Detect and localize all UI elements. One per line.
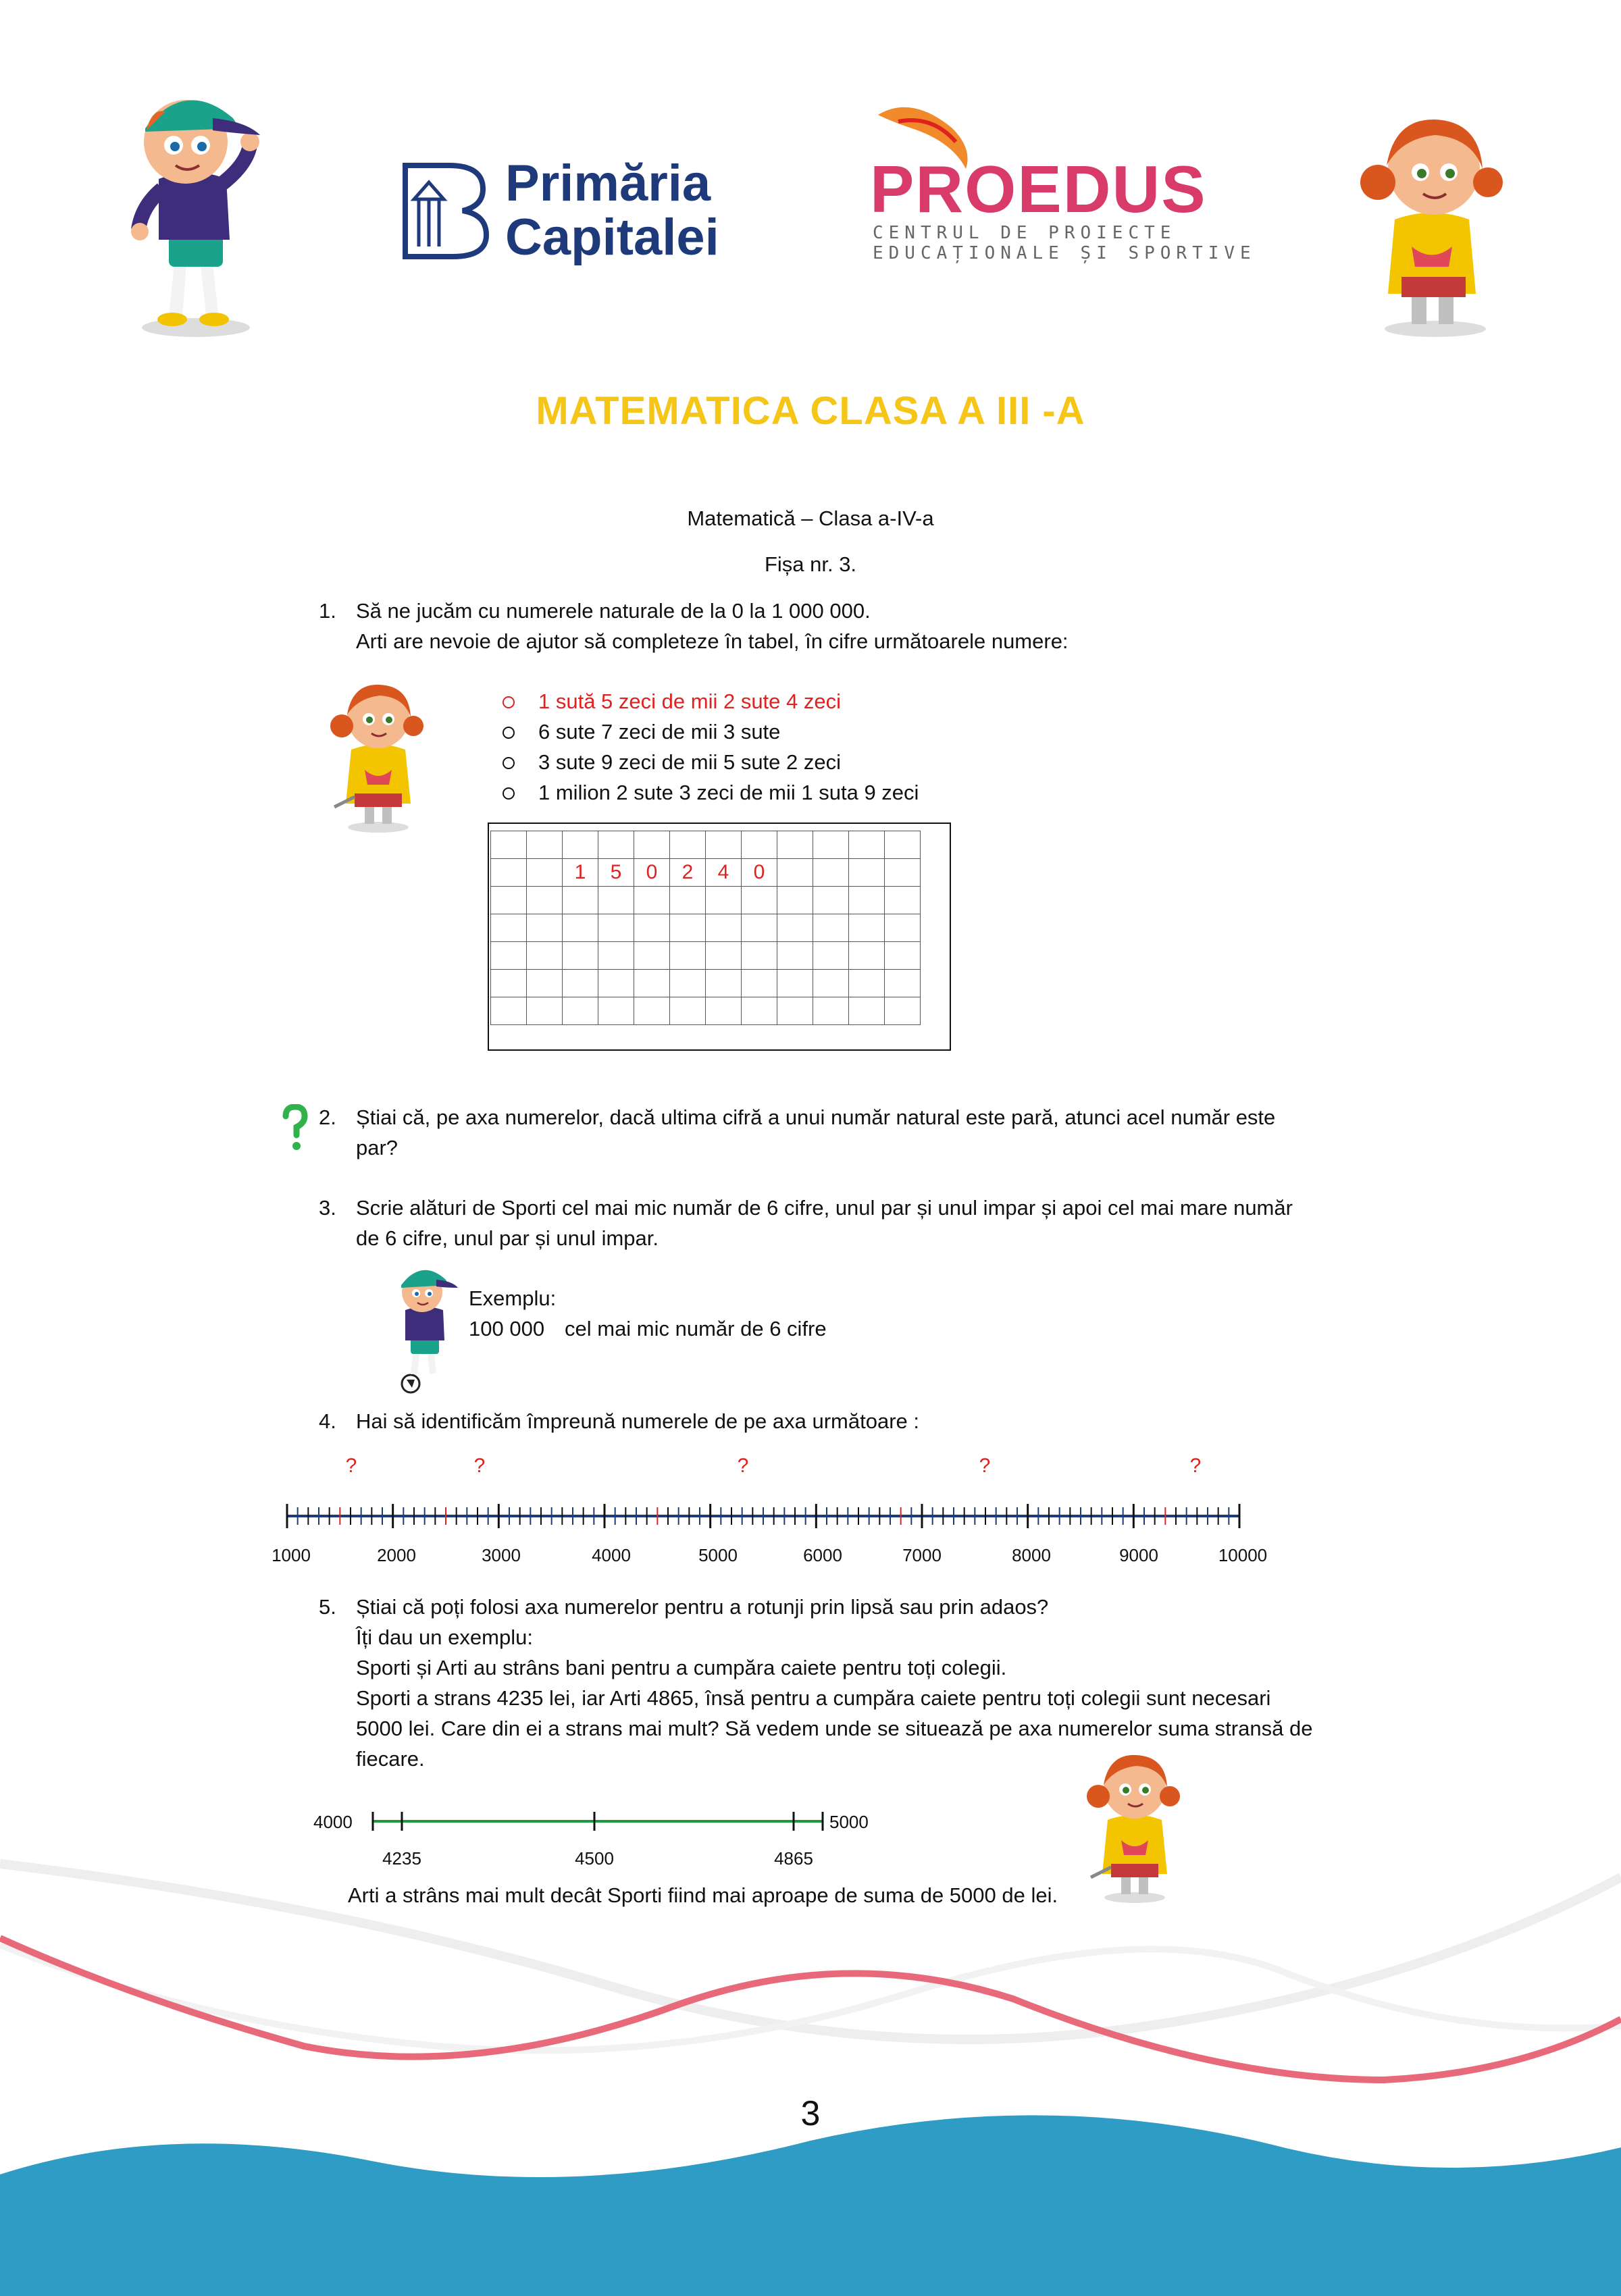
grid-cell[interactable] — [598, 887, 634, 914]
exercise-5-line-1: Știai că poți folosi axa numerelor pentru a rotunji prin lipsă sau prin adaos? — [356, 1595, 1049, 1619]
footer-waves — [0, 1823, 1621, 2296]
exercise-1-item-2: 6 sute 7 zeci de mii 3 sute — [538, 720, 781, 743]
grid-cell[interactable] — [706, 970, 742, 997]
grid-cell[interactable] — [885, 887, 921, 914]
exercise-3-number: 3. — [319, 1196, 336, 1220]
axis-2-end-label: 5000 — [829, 1812, 869, 1832]
exercise-1-line-1: Să ne jucăm cu numerele naturale de la 0 la 1 000 000. — [356, 599, 871, 623]
grid-cell[interactable]: 1 — [563, 859, 598, 887]
grid-cell[interactable] — [742, 970, 777, 997]
grid-cell[interactable] — [813, 970, 849, 997]
grid-cell[interactable] — [885, 997, 921, 1025]
question-mark-icon — [280, 1104, 309, 1151]
exercise-1-number: 1. — [319, 599, 336, 623]
exercise-1-item-1: 1 sută 5 zeci de mii 2 sute 4 zeci — [538, 689, 842, 713]
grid-cell[interactable] — [813, 942, 849, 970]
grid-cell[interactable] — [670, 970, 706, 997]
grid-cell[interactable]: 2 — [670, 859, 706, 887]
grid-cell[interactable] — [491, 859, 527, 887]
grid-cell[interactable] — [742, 914, 777, 942]
grid-cell[interactable] — [563, 942, 598, 970]
sporti-cartoon-icon — [385, 1259, 459, 1394]
grid-cell[interactable] — [491, 997, 527, 1025]
grid-cell[interactable] — [598, 997, 634, 1025]
subtitle: Matematică – Clasa a-IV-a — [687, 506, 934, 530]
grid-cell[interactable] — [885, 859, 921, 887]
grid-cell[interactable] — [491, 970, 527, 997]
axis-1-label: 4000 — [592, 1545, 631, 1565]
grid-cell[interactable] — [777, 831, 813, 859]
example-value: 100 000 — [469, 1317, 545, 1340]
axis-1-label: 6000 — [803, 1545, 842, 1565]
grid-cell[interactable] — [598, 970, 634, 997]
grid-cell[interactable] — [491, 831, 527, 859]
grid-cell[interactable] — [706, 942, 742, 970]
primaria-logo-text: Primăria Capitalei — [505, 155, 719, 266]
grid-cell[interactable] — [742, 997, 777, 1025]
grid-row — [491, 942, 921, 970]
exercise-5-conclusion: Arti a strâns mai mult decât Sporti fiind mai aproape de suma de 5000 de lei. — [348, 1883, 1058, 1907]
grid-cell[interactable] — [849, 887, 885, 914]
axis-1-question-1: ? — [345, 1455, 357, 1477]
proedus-logo-tagline: CENTRUL DE PROIECTE EDUCAȚIONALE ȘI SPORTIVE — [873, 223, 1256, 263]
grid-row — [491, 914, 921, 942]
axis-2-start-label: 4000 — [313, 1812, 353, 1832]
exercise-2-line-2: par? — [356, 1136, 398, 1159]
grid-cell[interactable] — [849, 831, 885, 859]
grid-cell[interactable] — [706, 887, 742, 914]
grid-cell[interactable] — [670, 997, 706, 1025]
grid-cell[interactable] — [634, 914, 670, 942]
grid-cell[interactable] — [670, 831, 706, 859]
grid-row — [491, 997, 921, 1025]
grid-cell[interactable] — [491, 887, 527, 914]
grid-cell[interactable] — [670, 887, 706, 914]
grid-cell[interactable] — [742, 831, 777, 859]
grid-cell[interactable] — [885, 970, 921, 997]
grid-cell[interactable] — [527, 970, 563, 997]
grid-cell[interactable]: 4 — [706, 859, 742, 887]
example-label: Exemplu: — [469, 1286, 557, 1310]
exercise-2-number: 2. — [319, 1105, 336, 1129]
grid-cell[interactable] — [563, 970, 598, 997]
grid-cell[interactable] — [777, 914, 813, 942]
axis-2-mark-1: 4235 — [382, 1848, 421, 1869]
bullet-2 — [503, 727, 515, 739]
sheet-number: Fișa nr. 3. — [764, 552, 857, 576]
grid-cell[interactable] — [706, 914, 742, 942]
grid-row — [491, 887, 921, 914]
grid-cell[interactable] — [813, 914, 849, 942]
exercise-5-line-3: Sporti și Arti au strâns bani pentru a cumpăra caiete pentru toți colegii. — [356, 1656, 1007, 1679]
grid-cell[interactable] — [634, 831, 670, 859]
grid-cell[interactable] — [634, 887, 670, 914]
bullet-3 — [503, 757, 515, 769]
page-title: MATEMATICA CLASA A III -A — [536, 389, 1085, 433]
axis-1-question-5: ? — [1189, 1455, 1202, 1477]
exercise-5-number: 5. — [319, 1595, 336, 1619]
axis-1-label: 8000 — [1012, 1545, 1051, 1565]
exercise-5-line-2: Îți dau un exemplu: — [356, 1625, 533, 1649]
grid-cell[interactable] — [491, 942, 527, 970]
grid-cell[interactable] — [849, 970, 885, 997]
grid-cell[interactable] — [563, 914, 598, 942]
grid-cell[interactable] — [670, 914, 706, 942]
axis-1-label: 10000 — [1218, 1545, 1268, 1565]
primaria-logo-icon — [402, 162, 490, 260]
exercise-3-line-1: Scrie alături de Sporti cel mai mic număr de 6 cifre, unul par și unul impar și apoi cel mai mare număr — [356, 1196, 1293, 1220]
grid-cell[interactable] — [670, 942, 706, 970]
axis-1-question-4: ? — [979, 1455, 991, 1477]
grid-cell[interactable] — [527, 997, 563, 1025]
exercise-4-number: 4. — [319, 1409, 336, 1433]
axis-1-label: 7000 — [902, 1545, 942, 1565]
grid-cell[interactable] — [777, 997, 813, 1025]
grid-cell[interactable] — [885, 942, 921, 970]
grid-cell[interactable] — [491, 914, 527, 942]
exercise-5-line-5: 5000 lei. Care din ei a strans mai mult? Să vedem unde se situează pe axa numerelor suma stransă de — [356, 1717, 1313, 1740]
grid-cell[interactable] — [849, 942, 885, 970]
grid-cell[interactable]: 5 — [598, 859, 634, 887]
axis-1-question-2: ? — [473, 1455, 486, 1477]
grid-cell[interactable] — [598, 914, 634, 942]
axis-1-label: 1000 — [272, 1545, 311, 1565]
page-number: 3 — [800, 2094, 821, 2133]
grid-cell[interactable] — [634, 942, 670, 970]
exercise-2-line-1: Știai că, pe axa numerelor, dacă ultima cifră a unui număr natural este pară, atunci acel număr este — [356, 1105, 1276, 1129]
grid-row — [491, 831, 921, 859]
grid-cell[interactable] — [563, 887, 598, 914]
grid-cell[interactable] — [706, 831, 742, 859]
exercise-4-line: Hai să identificăm împreună numerele de pe axa următoare : — [356, 1409, 919, 1433]
exercise-5-line-4: Sporti a strans 4235 lei, iar Arti 4865, însă pentru a cumpăra caiete pentru toți colegii sunt necesari — [356, 1686, 1271, 1710]
grid-cell[interactable] — [777, 942, 813, 970]
exercise-3-line-2: de 6 cifre, unul par și unul impar. — [356, 1226, 659, 1250]
grid-cell[interactable] — [849, 997, 885, 1025]
axis-1-label: 9000 — [1119, 1545, 1158, 1565]
grid-cell[interactable] — [527, 887, 563, 914]
axis-2-mark-2: 4500 — [575, 1848, 614, 1869]
grid-row — [491, 970, 921, 997]
grid-cell[interactable] — [742, 887, 777, 914]
digit-grid — [490, 831, 921, 1025]
grid-cell[interactable] — [527, 914, 563, 942]
grid-cell[interactable] — [598, 942, 634, 970]
axis-1-label: 2000 — [377, 1545, 416, 1565]
grid-cell[interactable]: 0 — [634, 859, 670, 887]
grid-cell[interactable] — [885, 831, 921, 859]
grid-cell[interactable] — [634, 997, 670, 1025]
grid-cell[interactable] — [813, 997, 849, 1025]
grid-cell[interactable] — [849, 859, 885, 887]
grid-cell[interactable] — [634, 970, 670, 997]
number-axis-1 — [257, 1445, 1297, 1580]
grid-cell[interactable] — [563, 997, 598, 1025]
grid-cell[interactable] — [813, 859, 849, 887]
grid-cell[interactable] — [885, 914, 921, 942]
grid-cell[interactable] — [849, 914, 885, 942]
exercise-5-line-6: fiecare. — [356, 1747, 425, 1771]
grid-cell[interactable] — [777, 970, 813, 997]
arti-cartoon-icon — [324, 675, 426, 834]
axis-1-question-3: ? — [737, 1455, 749, 1477]
grid-cell[interactable] — [777, 887, 813, 914]
grid-cell[interactable] — [563, 831, 598, 859]
bullet-4 — [503, 787, 515, 800]
exercise-1-line-2: Arti are nevoie de ajutor să completeze în tabel, în cifre următoarele numere: — [356, 629, 1069, 653]
grid-cell[interactable] — [527, 831, 563, 859]
grid-row — [491, 859, 921, 887]
example-text: cel mai mic număr de 6 cifre — [565, 1317, 827, 1340]
axis-1-label: 3000 — [482, 1545, 521, 1565]
exercise-1-item-3: 3 sute 9 zeci de mii 5 sute 2 zeci — [538, 750, 842, 774]
girl-cartoon-icon — [1347, 105, 1510, 338]
grid-cell[interactable] — [598, 831, 634, 859]
grid-cell[interactable]: 0 — [742, 859, 777, 887]
grid-cell[interactable] — [527, 942, 563, 970]
grid-cell[interactable] — [706, 997, 742, 1025]
proedus-logo-name: PROEDUS — [870, 152, 1207, 226]
grid-cell[interactable] — [527, 859, 563, 887]
axis-1-label: 5000 — [698, 1545, 738, 1565]
axis-2-mark-3: 4865 — [774, 1848, 813, 1869]
boy-cartoon-icon — [111, 71, 267, 348]
grid-cell[interactable] — [813, 831, 849, 859]
grid-cell[interactable] — [813, 887, 849, 914]
grid-cell[interactable] — [742, 942, 777, 970]
bullet-1 — [503, 696, 515, 708]
exercise-1-item-4: 1 milion 2 sute 3 zeci de mii 1 suta 9 zeci — [538, 781, 919, 804]
grid-cell[interactable] — [777, 859, 813, 887]
